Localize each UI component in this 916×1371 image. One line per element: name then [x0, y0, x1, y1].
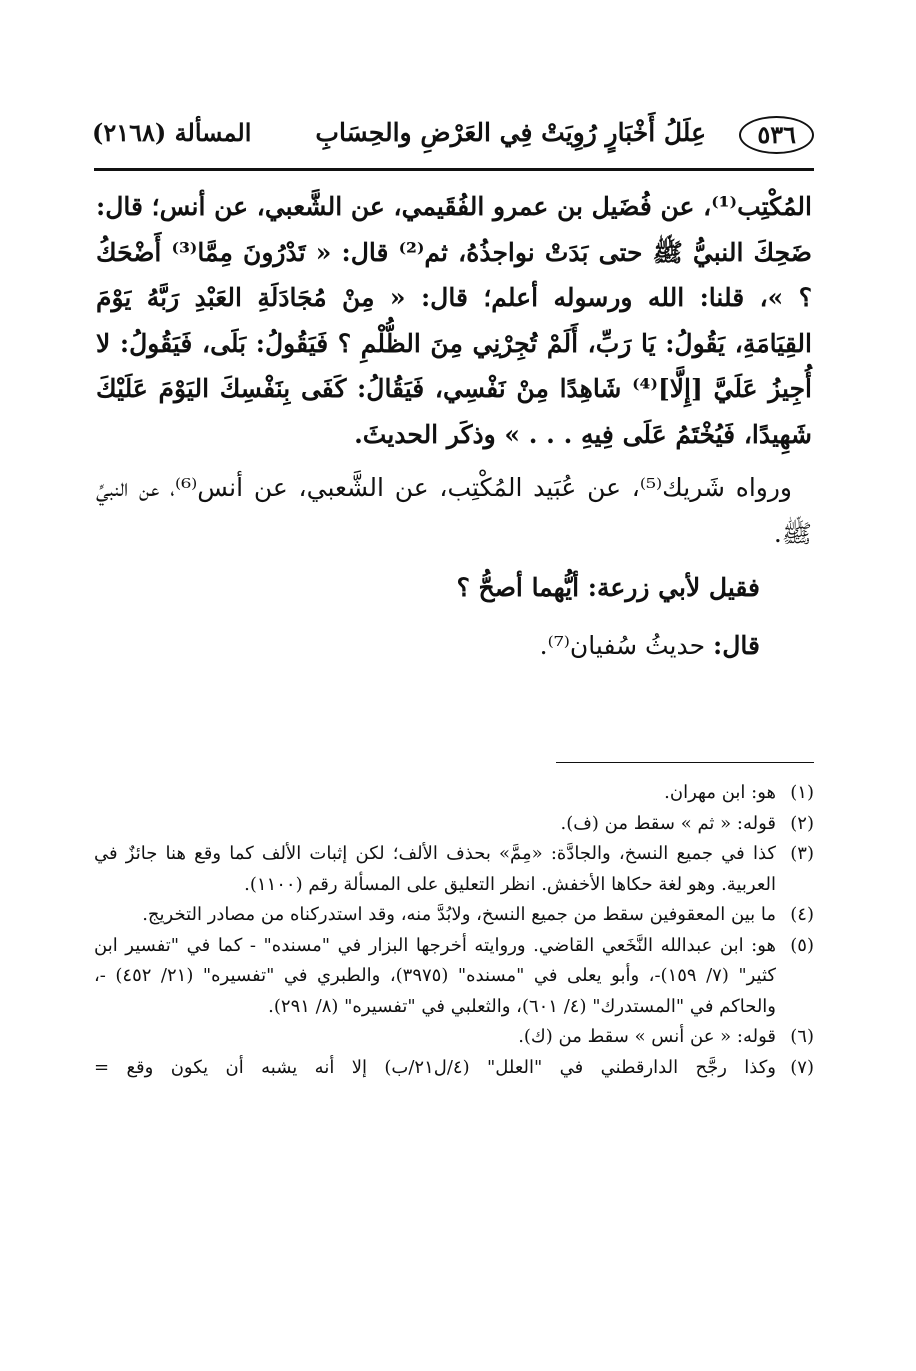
answer-label: قال: — [713, 631, 760, 660]
footnote — [94, 931, 814, 1023]
footnote — [94, 809, 814, 840]
issue-number: المسألة (٢١٦٨) — [92, 118, 252, 147]
footnote-number: (٣) — [790, 843, 814, 864]
footnote-number: (٤) — [790, 904, 814, 925]
footnote-separator — [556, 762, 814, 763]
footnote — [94, 900, 814, 931]
running-title: عِلَلُ أَخْبَارٍ رُوِيَتْ فِي العَرْضِ والحِسَابِ — [315, 118, 706, 147]
footnote-text: هو: ابن عبدالله النَّخَعي القاضي. وروايته أخرجها البزار في "مسنده" - كما في "تفسير ابن كثير" (٧/ ١٥٩)-، وأبو يعلى في "مسنده" (٣٩٧٥)، والطبري في "تفسيره" (٢١/ ٤٥٢) -، والحاكم في "المستدرك" (٤/ ٦٠١)، والثعلبي في "تفسيره" (٨/ ٢٩١). — [94, 934, 776, 1017]
footnote-text: قوله: « ثم » سقط من (ف). — [560, 812, 776, 834]
footnote-text: ما بين المعقوفين سقط من جميع النسخ، ولابُدَّ منه، وقد استدركناه من مصادر التخريج. — [142, 904, 776, 925]
footnote — [94, 1053, 814, 1084]
footnote-number: (٢) — [790, 812, 814, 834]
paragraph-sharik-narration: ورواه شَريك⁽⁵⁾، عن عُبَيد المُكْتِب، عن الشَّعبي، عن أنس⁽⁶⁾، عن النبيِّ ﷺ. — [96, 473, 812, 548]
page-header — [92, 112, 814, 160]
footnote-number: (٥) — [790, 934, 814, 956]
main-text — [96, 184, 812, 672]
page-number: ٥٣٦ — [739, 116, 814, 154]
footnote-text: هو: ابن مهران. — [664, 782, 776, 803]
footnote — [94, 839, 814, 900]
header-rule — [94, 168, 814, 171]
paragraph-isnad-hadith: المُكْتِب⁽¹⁾، عن فُضَيل بن عمرو الفُقَيمي، عن الشَّعبي، عن أنس؛ قال: ضَحِكَ النبيُّ ﷺ حتى بَدَتْ نواجذُهُ، ثم⁽²⁾ قال: « تَدْرُونَ مِمَّا⁽³⁾ أَضْحَكُ ؟ »، قلنا: الله ورسوله أعلم؛ قال: « مِنْ مُجَادَلَةِ العَبْدِ رَبَّهُ يَوْمَ القِيَامَةِ، يَقُولُ: يَا رَبِّ، أَلَمْ تُجِرْنِي مِنَ الظُّلْمِ ؟ فَيَقُولُ: بَلَى، فَيَقُولُ: لا أُجِيزُ عَلَيَّ [إِلَّا]⁽⁴⁾ شَاهِدًا مِنْ نَفْسِي، فَيَقُالُ: كَفَى بِنَفْسِكَ اليَوْمَ عَلَيْكَ شَهِيدًا، فَيُخْتَمُ عَلَى فِيهِ . . . » وذكَر الحديثَ. — [96, 192, 812, 449]
footnote-number: (٦) — [790, 1026, 814, 1047]
question-to-abu-zurah: فقيل لأبي زرعة: أيُّهما أصحُّ ؟ — [456, 573, 760, 602]
footnote-number: (٧) — [790, 1056, 814, 1078]
footnote-number: (١) — [790, 782, 814, 803]
footnote — [94, 778, 814, 809]
footnote-text: وكذا رجَّح الدارقطني في "العلل" (٤/ل٢١/ب) إلا أنه يشبه أن يكون وقع = — [94, 1056, 776, 1078]
footnote — [94, 1022, 814, 1053]
answer-line — [96, 620, 812, 672]
footnotes — [94, 778, 814, 1083]
footnote-text: كذا في جميع النسخ، والجادَّة: «مِمَّ» بحذف الألف؛ لكن إثبات الألف كما وقع هنا جائزٌ في العربية. وهو لغة حكاها الأخفش. انظر التعليق على المسألة رقم (١١٠٠). — [94, 843, 776, 895]
answer-text: حديثُ سُفيان⁽⁷⁾. — [539, 631, 706, 660]
footnote-text: قوله: « عن أنس » سقط من (ك). — [518, 1026, 776, 1047]
